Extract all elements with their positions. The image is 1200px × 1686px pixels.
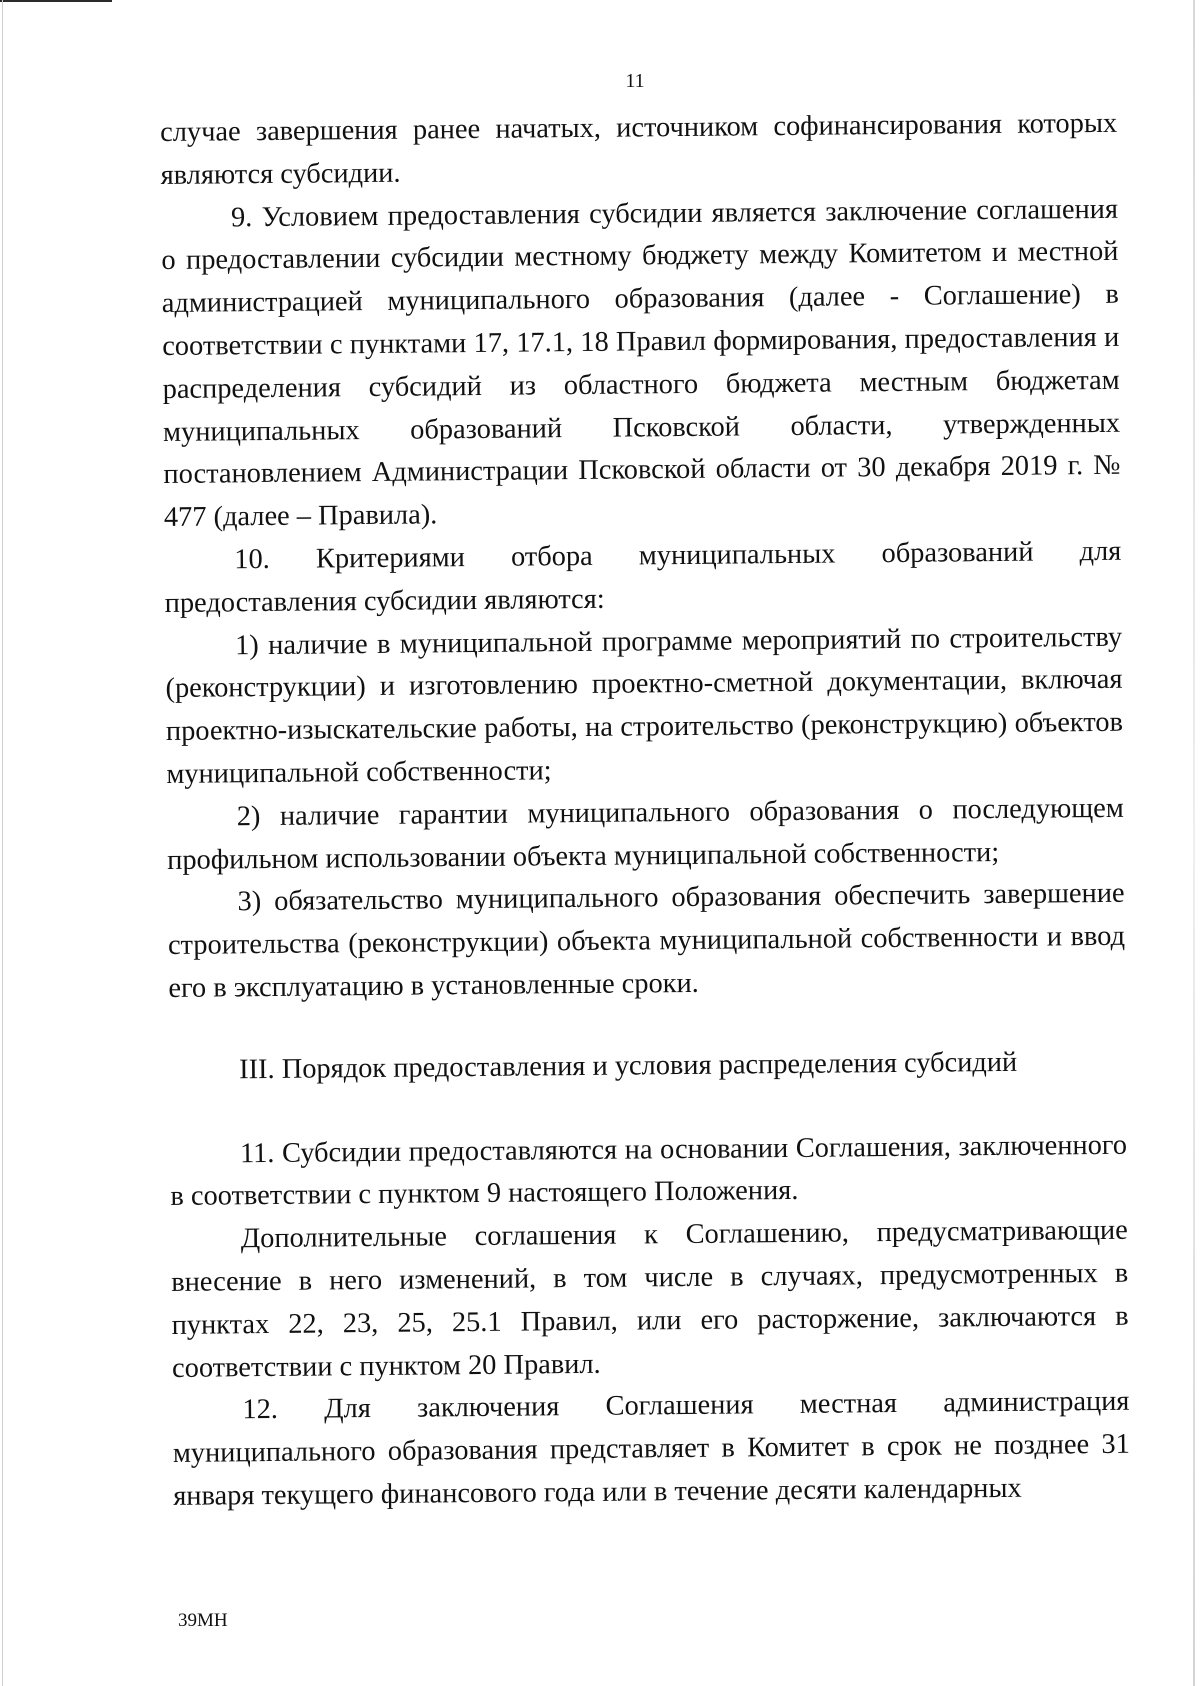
paragraph-continuation: случае завершения ранее начатых, источником софинансирования которых являются субсидии.	[160, 107, 1118, 191]
document-body	[160, 103, 1130, 1519]
section-heading: III. Порядок предоставления и условия распределения субсидий	[239, 1046, 1018, 1086]
paragraph-12: 12. Для заключения Соглашения местная администрация муниципального образования представляет в Комитет в срок не позднее 31 января текущего финансового года или в течение десяти календарных	[172, 1386, 1130, 1512]
criterion-3: 3) обязательство муниципального образования обеспечить завершение строительства (реконструкции) объекта муниципальной собственности и ввод его в эксплуатацию в установленные сроки.	[167, 878, 1126, 1004]
scan-left-edge	[2, 0, 3, 1686]
scan-corner-mark	[0, 0, 112, 2]
footer-document-code: 39МН	[178, 1610, 228, 1631]
paragraph-10: 10. Критериями отбора муниципальных образований для предоставления субсидии являются:	[164, 535, 1122, 619]
page-number: 11	[625, 70, 645, 92]
scan-right-edge	[1193, 0, 1195, 1686]
paragraph-9: 9. Условием предоставления субсидии является заключение соглашения о предоставлении субсидии местному бюджету между Комитетом и местной администрацией муниципального образования (далее - Соглашение) в соответствии с пунктами 17, 17.1, 18 Правил формирования, предоставления и распределения субсидий из областного бюджета местным бюджетам муниципальных образований Псковской области, утвержденных постановлением Администрации Псковской области от 30 декабря 2019 г. № 477 (далее – Правила).	[161, 193, 1121, 534]
criterion-1: 1) наличие в муниципальной программе мероприятий по строительству (реконструкции) и изготовлению проектно-сметной документации, включая проектно-изыскательские работы, на строительство (реконструкцию) объектов муниципальной собственности;	[165, 621, 1124, 790]
criterion-2: 2) наличие гарантии муниципального образования о последующем профильном использовании объекта муниципальной собственности;	[167, 792, 1124, 876]
paragraph-11: 11. Субсидии предоставляются на основании Соглашения, заключенного в соответствии с пунктом 9 настоящего Положения.	[170, 1129, 1128, 1213]
paragraph-additional-agreements: Дополнительные соглашения к Соглашению, предусматривающие внесение в него изменений, в том числе в случаях, предусмотренных в пунктах 22, 23, 25, 25.1 Правил, или его расторжение, заключаются в соответствии с пунктом 20 Правил.	[171, 1214, 1129, 1384]
